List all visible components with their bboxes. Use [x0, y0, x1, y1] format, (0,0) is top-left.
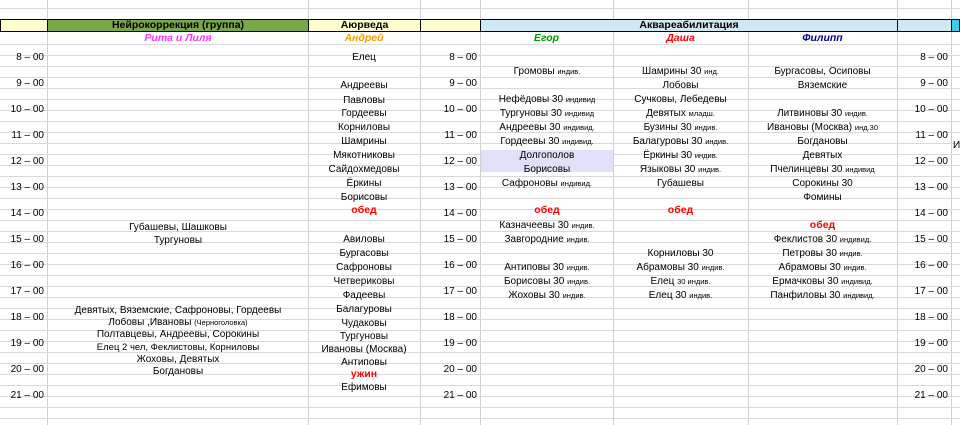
- egor-entry: [481, 220, 613, 231]
- ayurveda-entry: Авиловы: [343, 234, 385, 245]
- ayurveda-entry: Мякотниковы: [333, 150, 395, 161]
- egor-entry-note: индивид: [565, 95, 596, 104]
- egor-entry-name: Антиповы 30: [504, 262, 567, 273]
- filipp-entry-note: инд.30: [854, 123, 879, 132]
- filipp-entry-name: Пчелинцевы 30: [770, 164, 846, 175]
- ayurveda-entry: Балагуровы: [336, 304, 392, 315]
- egor-entry: [481, 262, 613, 273]
- header-corner: [0, 19, 48, 32]
- egor-entry-note: индив.: [562, 291, 586, 300]
- dasha-entry: [613, 80, 748, 91]
- dasha-entry-note: инд.: [704, 67, 719, 76]
- row-divider: [0, 209, 960, 210]
- time-label: 11 – 00: [11, 130, 44, 141]
- header-neuro: Нейрокоррекция (группа): [47, 19, 309, 32]
- filipp-entry-name: Девятых: [802, 150, 843, 161]
- filipp-entry-name: Ермачковы 30: [772, 276, 842, 287]
- time-label: 20 – 00: [443, 364, 477, 375]
- filipp-entry: [748, 248, 897, 259]
- dasha-entry-note: индив.: [705, 137, 729, 146]
- egor-entry: [481, 94, 613, 105]
- filipp-entry-note: индив.: [839, 249, 863, 258]
- egor-entry-name: Сафроновы: [501, 178, 561, 189]
- egor-entry: [481, 164, 613, 175]
- dasha-entry-name: Балагуровы 30: [632, 136, 706, 147]
- filipp-entry-name: Литвиновы 30: [777, 108, 845, 119]
- dasha-entry-note: младш.: [688, 109, 715, 118]
- time-label: 21 – 00: [914, 390, 948, 401]
- dasha-entry-note: 30 индив.: [677, 277, 711, 286]
- egor-entry: [481, 234, 613, 245]
- filipp-entry-name: Ивановы (Москва): [766, 122, 855, 133]
- time-label: 18 – 00: [443, 312, 477, 323]
- ayurveda-entry: Ивановы (Москва): [321, 344, 407, 355]
- time-label: 17 – 00: [10, 286, 44, 297]
- dasha-entry-note: индив.: [689, 291, 713, 300]
- dasha-entry-name: Корниловы 30: [647, 248, 714, 259]
- egor-entry-note: индив.: [566, 263, 590, 272]
- egor-entry: [481, 150, 613, 161]
- ayurveda-entry: Шамрины: [341, 136, 387, 147]
- egor-entry-note: индив.: [571, 221, 595, 230]
- time-label: 18 – 00: [10, 312, 44, 323]
- neuro-entry: Полтавцевы, Андреевы, Сорокины: [96, 329, 260, 340]
- time-label: 11 – 00: [915, 130, 948, 141]
- neuro-entry: Девятых, Вяземские, Сафроновы, Гордеевы: [74, 305, 282, 316]
- row-divider: [0, 44, 960, 45]
- time-label: 16 – 00: [10, 260, 44, 271]
- egor-entry-name: Жоховы 30: [508, 290, 563, 301]
- ayurveda-entry: Чудаковы: [341, 318, 387, 329]
- filipp-entry-note: индивид.: [843, 291, 875, 300]
- header-ayurveda: Аюрведа: [308, 19, 421, 32]
- ayurveda-entry: Гордеевы: [341, 108, 387, 119]
- time-label: 19 – 00: [914, 338, 948, 349]
- time-label: 19 – 00: [443, 338, 477, 349]
- neuro-entry-note: (Черноголовка): [194, 318, 248, 327]
- time-label: 12 – 00: [914, 156, 948, 167]
- dasha-entry-name: Лобовы: [662, 80, 699, 91]
- ayurveda-entry: Бургасовы: [339, 248, 389, 259]
- filipp-entry: [748, 108, 897, 119]
- egor-entry: [481, 108, 613, 119]
- time-label: 14 – 00: [10, 208, 44, 219]
- row-divider: [0, 396, 960, 397]
- time-label: 17 – 00: [443, 286, 477, 297]
- egor-entry: [481, 205, 613, 216]
- dasha-entry: [613, 136, 748, 147]
- filipp-entry: [748, 122, 897, 133]
- egor-entry-name: Завгородние: [504, 234, 567, 245]
- dasha-entry-note: индив.: [698, 165, 722, 174]
- time-label: 20 – 00: [914, 364, 948, 375]
- filipp-entry: [748, 178, 897, 189]
- egor-entry-name: обед: [534, 204, 560, 216]
- filipp-entry-name: Бургасовы, Осиповы: [774, 66, 871, 77]
- dasha-entry: [613, 248, 748, 259]
- specialist-dasha: Даша: [666, 32, 695, 44]
- time-label: 9 – 00: [16, 78, 44, 89]
- ayurveda-entry: Корниловы: [337, 122, 391, 133]
- egor-entry-name: Нефёдовы 30: [498, 94, 566, 105]
- dasha-entry-note: индив.: [701, 263, 725, 272]
- ayurveda-entry: Ефимовы: [341, 382, 387, 393]
- egor-entry-note: индив.: [557, 67, 581, 76]
- filipp-entry: [748, 150, 897, 161]
- filipp-entry-name: Абрамовы 30: [778, 262, 844, 273]
- time-label: 13 – 00: [10, 182, 44, 193]
- egor-entry: [481, 276, 613, 287]
- col-divider: [951, 0, 952, 425]
- row-divider: [0, 407, 960, 408]
- filipp-entry: [748, 192, 897, 203]
- egor-entry-note: индив.: [566, 235, 590, 244]
- ayurveda-entry: Андреевы: [340, 80, 388, 91]
- egor-entry: [481, 122, 613, 133]
- row-divider: [0, 8, 960, 9]
- dasha-entry-name: Языковы 30: [639, 164, 699, 175]
- time-label: 8 – 00: [16, 52, 44, 63]
- filipp-entry-name: обед: [809, 219, 836, 231]
- neuro-entry: Тургуновы: [153, 235, 203, 246]
- time-label: 12 – 00: [10, 156, 44, 167]
- neuro-entry: Елец 2 чел, Феклистовы, Корниловы: [96, 342, 260, 353]
- time-label: 13 – 00: [443, 182, 477, 193]
- ayurveda-entry: обед: [351, 204, 377, 216]
- specialist-filipp: Филипп: [802, 32, 843, 44]
- dasha-entry-name: Елец 30: [648, 290, 690, 301]
- ayurveda-entry: Сайдохмедовы: [328, 164, 400, 175]
- egor-entry-name: Казначеевы 30: [499, 220, 572, 231]
- header-ayurveda-time: [420, 19, 481, 32]
- filipp-entry: [748, 220, 897, 231]
- dasha-entry: [613, 164, 748, 175]
- filipp-entry: [748, 262, 897, 273]
- dasha-entry-name: Сучковы, Лебедевы: [634, 94, 727, 105]
- neuro-entry-text: Лобовы ,Ивановы: [108, 317, 195, 328]
- filipp-entry-note: индив.: [843, 263, 867, 272]
- time-label: 10 – 00: [914, 104, 948, 115]
- dasha-entry: [613, 122, 748, 133]
- filipp-entry-name: Панфиловы 30: [770, 290, 844, 301]
- dasha-entry-note: индив.: [694, 123, 718, 132]
- ayurveda-entry: Антиповы: [341, 357, 387, 368]
- dasha-entry-name: Елец: [650, 276, 678, 287]
- filipp-entry-note: индивид.: [839, 235, 872, 244]
- time-label: 9 – 00: [920, 78, 948, 89]
- dasha-entry: [613, 108, 748, 119]
- time-label: 14 – 00: [443, 208, 477, 219]
- time-label: 14 – 00: [914, 208, 948, 219]
- row-divider: [0, 99, 960, 100]
- filipp-entry: [748, 80, 897, 91]
- specialist-egor: Егор: [533, 32, 560, 44]
- header-aqua: Аквареабилитация: [480, 19, 898, 32]
- clipped-cell-text: И: [953, 140, 960, 151]
- ayurveda-entry: Елец: [352, 52, 376, 63]
- time-label: 18 – 00: [914, 312, 948, 323]
- neuro-entry: [47, 317, 309, 328]
- row-divider: [0, 385, 960, 386]
- dasha-entry-name: Девятых: [646, 108, 689, 119]
- ayurveda-entry: Борисовы: [340, 192, 388, 203]
- dasha-entry: [613, 276, 748, 287]
- time-label: 15 – 00: [914, 234, 948, 245]
- dasha-entry-name: Абрамовы 30: [636, 262, 702, 273]
- dasha-entry-name: обед: [667, 204, 694, 216]
- time-label: 21 – 00: [10, 390, 44, 401]
- time-label: 10 – 00: [10, 104, 44, 115]
- ayurveda-entry: Четвериковы: [333, 276, 395, 287]
- filipp-entry-note: индив.: [844, 109, 868, 118]
- ayurveda-entry: Тургуновы: [339, 331, 389, 342]
- neuro-entry: Богдановы: [152, 366, 204, 377]
- dasha-entry-name: Губашевы: [656, 178, 704, 189]
- time-label: 20 – 00: [10, 364, 44, 375]
- filipp-entry: [748, 66, 897, 77]
- filipp-entry-name: Феклистов 30: [773, 234, 840, 245]
- dasha-entry: [613, 178, 748, 189]
- filipp-entry-note: индивид.: [841, 277, 873, 286]
- filipp-entry: [748, 234, 897, 245]
- egor-entry-note: индивид.: [562, 137, 594, 146]
- dasha-entry-note: индив.: [694, 151, 718, 160]
- dasha-entry: [613, 94, 748, 105]
- row-divider: [0, 55, 960, 56]
- egor-entry-name: Долгополов: [519, 150, 575, 161]
- filipp-entry: [748, 276, 897, 287]
- time-label: 8 – 00: [449, 52, 477, 63]
- egor-entry-name: Борисовы 30: [503, 276, 568, 287]
- ayurveda-entry: Фадеевы: [342, 290, 386, 301]
- ayurveda-entry: Павловы: [343, 95, 385, 106]
- egor-entry-name: Громовы: [513, 66, 558, 77]
- time-label: 13 – 00: [914, 182, 948, 193]
- egor-entry: [481, 178, 613, 189]
- filipp-entry-name: Фомины: [803, 192, 842, 203]
- time-label: 11 – 00: [444, 130, 477, 141]
- egor-entry-name: Тургуновы 30: [499, 108, 565, 119]
- filipp-entry: [748, 136, 897, 147]
- time-label: 15 – 00: [10, 234, 44, 245]
- filipp-entry-name: Сорокины 30: [792, 178, 853, 189]
- time-label: 19 – 00: [10, 338, 44, 349]
- egor-entry-note: индивид.: [560, 179, 593, 188]
- egor-entry: [481, 290, 613, 301]
- egor-entry-name: Гордеевы 30: [500, 136, 563, 147]
- time-label: 16 – 00: [443, 260, 477, 271]
- egor-entry-name: Борисовы: [523, 164, 571, 175]
- specialist-ayurveda: Андрей: [344, 32, 384, 44]
- specialist-neuro: Рита и Лиля: [144, 32, 212, 44]
- time-label: 10 – 00: [443, 104, 477, 115]
- dasha-entry: [613, 262, 748, 273]
- filipp-entry-name: Петровы 30: [782, 248, 840, 259]
- row-divider: [0, 418, 960, 419]
- dasha-entry: [613, 150, 748, 161]
- header-aqua-time: [897, 19, 952, 32]
- time-label: 12 – 00: [443, 156, 477, 167]
- egor-entry: [481, 66, 613, 77]
- time-label: 15 – 00: [443, 234, 477, 245]
- egor-entry-note: индивид.: [563, 123, 595, 132]
- dasha-entry: [613, 66, 748, 77]
- ayurveda-entry: Ёркины: [346, 178, 382, 189]
- egor-entry: [481, 136, 613, 147]
- neuro-entry: Жоховы, Девятых: [136, 354, 220, 365]
- filipp-entry-note: индивид: [845, 165, 875, 174]
- time-label: 16 – 00: [914, 260, 948, 271]
- row-divider: [0, 176, 960, 177]
- ayurveda-entry: ужин: [350, 368, 378, 380]
- filipp-entry-name: Богдановы: [797, 136, 848, 147]
- col-divider: [748, 0, 749, 425]
- filipp-entry: [748, 164, 897, 175]
- dasha-entry: [613, 290, 748, 301]
- egor-entry-note: индив.: [567, 277, 591, 286]
- time-label: 8 – 00: [920, 52, 948, 63]
- time-label: 9 – 00: [449, 78, 477, 89]
- time-label: 17 – 00: [914, 286, 948, 297]
- header-next: [951, 19, 960, 32]
- dasha-entry-name: Бузины 30: [643, 122, 695, 133]
- egor-entry-name: Андреевы 30: [499, 122, 564, 133]
- dasha-entry-name: Шамрины 30: [642, 66, 705, 77]
- filipp-entry-name: Вяземские: [797, 80, 848, 91]
- egor-entry-note: индивид: [564, 109, 595, 118]
- dasha-entry-name: Ёркины 30: [643, 150, 695, 161]
- neuro-entry: Губашевы, Шашковы: [129, 222, 227, 233]
- filipp-entry: [748, 290, 897, 301]
- time-label: 21 – 00: [443, 390, 477, 401]
- dasha-entry: [613, 205, 748, 216]
- ayurveda-entry: Сафроновы: [336, 262, 392, 273]
- row-divider: [0, 77, 960, 78]
